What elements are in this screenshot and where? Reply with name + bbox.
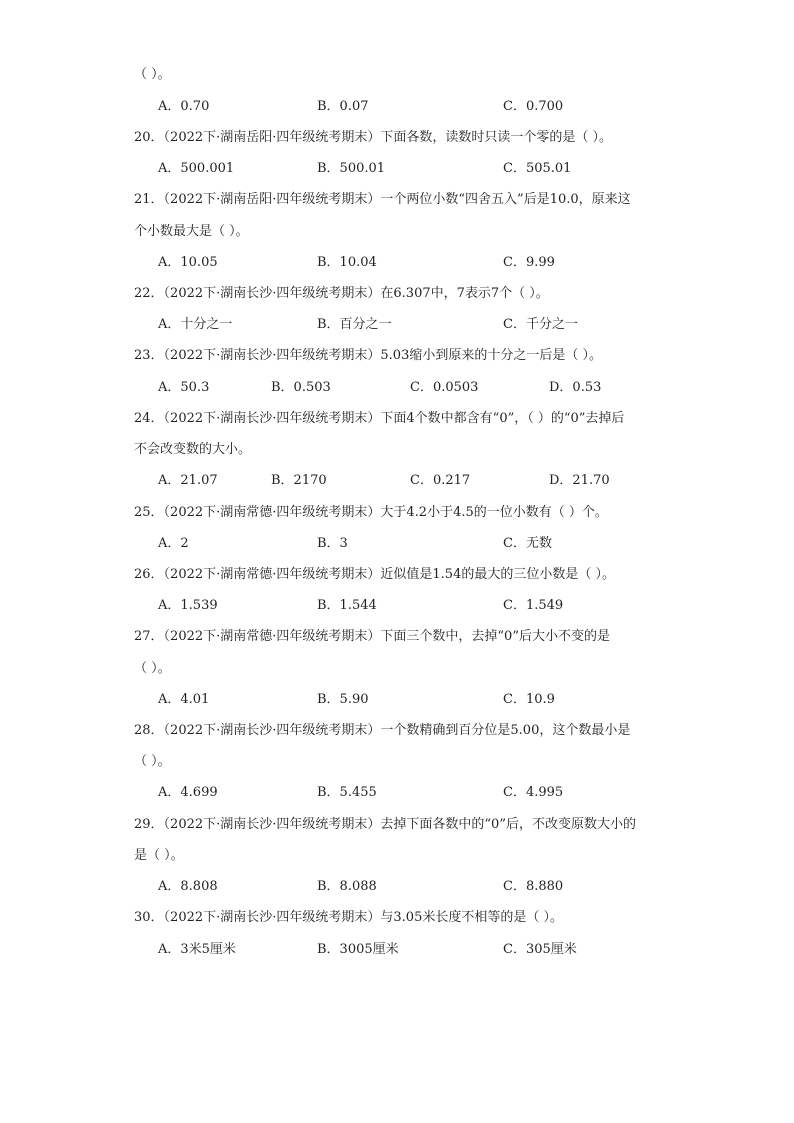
question-28-stem-cont: （ ）。 xyxy=(134,754,171,769)
question-number: 25． xyxy=(134,505,164,520)
q22-option-b: B．百分之一 xyxy=(317,317,392,332)
q30-option-a: A．3米5厘米 xyxy=(158,942,236,957)
question-source: （2022下·湖南岳阳·四年级统考期末） xyxy=(163,192,381,207)
question-number: 29． xyxy=(134,817,164,832)
q27-option-a: A．4.01 xyxy=(158,692,210,707)
question-text: 5.03缩小到原来的十分之一后是（ ）。 xyxy=(380,348,602,363)
question-number: 30． xyxy=(134,910,164,925)
q19-stem-tail: （ ）。 xyxy=(134,67,171,82)
question-text: 一个两位小数“四舍五入”后是10.0，原来这 xyxy=(380,192,631,207)
question-25-stem xyxy=(134,505,608,521)
q29-option-b: B．8.088 xyxy=(317,879,377,894)
q20-option-a: A．500.001 xyxy=(158,161,235,176)
question-20-stem xyxy=(134,130,612,146)
question-source: （2022下·湖南岳阳·四年级统考期末） xyxy=(163,130,381,145)
question-text: 与3.05米长度不相等的是（ ）。 xyxy=(380,910,563,925)
question-number: 24． xyxy=(134,411,164,426)
q23-option-c: C．0.0503 xyxy=(410,380,479,395)
question-source: （2022下·湖南长沙·四年级统考期末） xyxy=(163,723,381,738)
q19-option-a: A．0.70 xyxy=(158,99,210,114)
question-21-stem xyxy=(134,192,631,208)
question-21-stem-cont: 个小数最大是（ ）。 xyxy=(134,224,249,239)
q26-option-a: A．1.539 xyxy=(158,598,218,613)
question-number: 27． xyxy=(134,629,164,644)
q21-option-a: A．10.05 xyxy=(158,255,218,270)
question-number: 28． xyxy=(134,723,164,738)
q27-option-b: B．5.90 xyxy=(317,692,369,707)
question-27-stem-cont: （ ）。 xyxy=(134,661,171,676)
question-text: 大于4.2小于4.5的一位小数有（ ）个。 xyxy=(380,505,608,520)
question-source: （2022下·湖南长沙·四年级统考期末） xyxy=(163,411,381,426)
question-source: （2022下·湖南常德·四年级统考期末） xyxy=(163,567,381,582)
q28-option-b: B．5.455 xyxy=(317,785,377,800)
question-27-stem xyxy=(134,629,610,645)
q21-option-b: B．10.04 xyxy=(317,255,377,270)
q28-option-a: A．4.699 xyxy=(158,785,218,800)
q24-option-d: D．21.70 xyxy=(549,473,610,488)
question-number: 26． xyxy=(134,567,164,582)
question-number: 21． xyxy=(134,192,164,207)
q30-option-b: B．3005厘米 xyxy=(317,942,399,957)
question-number: 20． xyxy=(134,130,164,145)
question-text: 去掉下面各数中的“0”后，不改变原数大小的 xyxy=(380,817,636,832)
q20-option-c: C．505.01 xyxy=(503,161,572,176)
question-text: 下面4个数中都含有“0”，（ ）的“0”去掉后 xyxy=(380,411,625,426)
q26-option-c: C．1.549 xyxy=(503,598,564,613)
q23-option-b: B．0.503 xyxy=(271,380,331,395)
q23-option-d: D．0.53 xyxy=(549,380,602,395)
q28-option-c: C．4.995 xyxy=(503,785,564,800)
question-22-stem xyxy=(134,286,549,302)
q25-option-b: B．3 xyxy=(317,536,348,551)
question-28-stem xyxy=(134,723,630,739)
q25-option-a: A．2 xyxy=(158,536,189,551)
q29-option-c: C．8.880 xyxy=(503,879,564,894)
q24-option-c: C．0.217 xyxy=(410,473,471,488)
question-text: 一个数精确到百分位是5.00，这个数最小是 xyxy=(380,723,631,738)
q20-option-b: B．500.01 xyxy=(317,161,386,176)
q21-option-c: C．9.99 xyxy=(503,255,555,270)
question-24-stem-cont: 不会改变数的大小。 xyxy=(134,442,252,457)
question-source: （2022下·湖南长沙·四年级统考期末） xyxy=(163,910,381,925)
q24-option-b: B．2170 xyxy=(271,473,327,488)
question-source: （2022下·湖南长沙·四年级统考期末） xyxy=(163,348,381,363)
question-text: 近似值是1.54的最大的三位小数是（ ）。 xyxy=(380,567,615,582)
q29-option-a: A．8.808 xyxy=(158,879,218,894)
q27-option-c: C．10.9 xyxy=(503,692,555,707)
question-text: 下面各数，读数时只读一个零的是（ ）。 xyxy=(380,130,613,145)
q25-option-c: C．无数 xyxy=(503,536,552,551)
question-number: 23． xyxy=(134,348,164,363)
q19-option-c: C．0.700 xyxy=(503,99,564,114)
question-29-stem-cont: 是（ ）。 xyxy=(134,848,184,863)
q22-option-a: A．十分之一 xyxy=(158,317,233,332)
question-26-stem xyxy=(134,567,615,583)
question-source: （2022下·湖南常德·四年级统考期末） xyxy=(163,629,381,644)
question-text: 下面三个数中，去掉“0”后大小不变的是 xyxy=(380,629,610,644)
q23-option-a: A．50.3 xyxy=(158,380,210,395)
q30-option-c: C．305厘米 xyxy=(503,942,577,957)
question-source: （2022下·湖南长沙·四年级统考期末） xyxy=(163,817,381,832)
q19-option-b: B．0.07 xyxy=(317,99,369,114)
question-source: （2022下·湖南常德·四年级统考期末） xyxy=(163,505,381,520)
question-source: （2022下·湖南长沙·四年级统考期末） xyxy=(163,286,381,301)
q24-option-a: A．21.07 xyxy=(158,473,218,488)
question-text: 在6.307中，7表示7个（ ）。 xyxy=(380,286,549,301)
question-24-stem xyxy=(134,411,624,427)
q22-option-c: C．千分之一 xyxy=(503,317,578,332)
question-29-stem xyxy=(134,817,636,833)
question-number: 22． xyxy=(134,286,164,301)
q26-option-b: B．1.544 xyxy=(317,598,377,613)
question-23-stem xyxy=(134,348,602,364)
question-30-stem xyxy=(134,910,563,926)
